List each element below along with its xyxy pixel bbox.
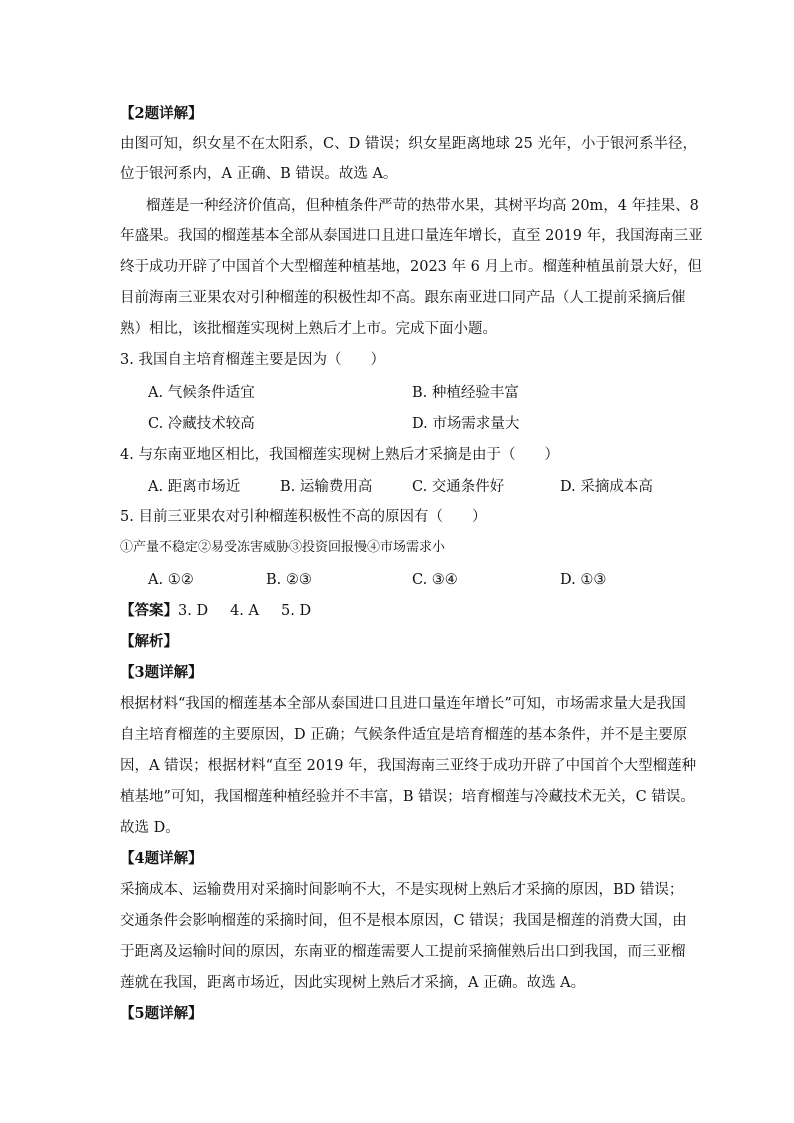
q4-detail-header: 【4题详解】	[120, 850, 203, 867]
q3-detail-line-5: 故选 D。	[120, 820, 180, 836]
q2-detail-line-1: 由图可知，织女星不在太阳系，C、D 错误；织女星距离地球 25 光年，小于银河系半径，	[120, 136, 697, 152]
answer-label: 【答案】	[120, 602, 178, 619]
question-4-option-a: A. 距离市场近	[148, 479, 241, 495]
q4-detail-line-2: 交通条件会影响榴莲的采摘时间，但不是根本原因，C 错误；我国是榴莲的消费大国，由	[120, 913, 687, 929]
analysis-label: 【解析】	[120, 633, 178, 650]
answer-row	[120, 601, 333, 621]
question-3-option-a: A. 气候条件适宜	[148, 385, 255, 401]
question-3-option-d: D. 市场需求量大	[412, 416, 520, 432]
answer-item: 4. A	[230, 603, 259, 619]
question-5-option-c: C. ③④	[412, 572, 458, 588]
passage-line-2: 年盛果。我国的榴莲基本全部从泰国进口且进口量连年增长，直至 2019 年，我国海南三亚	[120, 228, 703, 244]
question-5-option-a: A. ①②	[148, 572, 194, 588]
passage-line-4: 目前海南三亚果农对引种榴莲的积极性却不高。跟东南亚进口同产品（人工提前采摘后催	[120, 290, 686, 306]
question-5-statements: ①产量不稳定②易受冻害威胁③投资回报慢④市场需求小	[120, 540, 446, 555]
question-5-option-b: B. ②③	[266, 572, 312, 588]
question-3-stem: 3. 我国自主培育榴莲主要是因为（ ）	[120, 352, 385, 368]
question-3-option-c: C. 冷藏技术较高	[148, 416, 255, 432]
question-5-stem: 5. 目前三亚果农对引种榴莲积极性不高的原因有（ ）	[120, 509, 487, 525]
q4-detail-line-1: 采摘成本、运输费用对采摘时间影响不大，不是实现树上熟后才采摘的原因，BD 错误；	[120, 882, 684, 898]
q3-detail-line-1: 根据材料“我国的榴莲基本全部从泰国进口且进口量连年增长”可知，市场需求量大是我国	[120, 696, 686, 712]
passage-line-5: 熟）相比，该批榴莲实现树上熟后才上市。完成下面小题。	[120, 321, 497, 337]
question-4-option-b: B. 运输费用高	[280, 479, 373, 495]
passage-line-1: 榴莲是一种经济价值高，但种植条件严苛的热带水果，其树平均高 20m，4 年挂果、8	[146, 198, 699, 214]
q5-detail-header: 【5题详解】	[120, 1005, 203, 1022]
q4-detail-line-4: 莲就在我国，距离市场近，因此实现树上熟后才采摘，A 正确。故选 A。	[120, 975, 586, 991]
q2-detail-line-2: 位于银河系内，A 正确、B 错误。故选 A。	[120, 166, 398, 182]
q3-detail-line-4: 植基地”可知，我国榴莲种植经验并不丰富，B 错误；培育榴莲与冷藏技术无关，C 错误。	[120, 789, 695, 805]
passage-line-3: 终于成功开辟了中国首个大型榴莲种植基地，2023 年 6 月上市。榴莲种植虽前景大好，但	[120, 259, 702, 275]
q2-detail-header: 【2题详解】	[120, 105, 203, 122]
q4-detail-line-3: 于距离及运输时间的原因，东南亚的榴莲需要人工提前采摘催熟后出口到我国，而三亚榴	[120, 944, 686, 960]
q3-detail-line-2: 自主培育榴莲的主要原因，D 正确；气候条件适宜是培育榴莲的基本条件，并不是主要原	[120, 727, 688, 743]
question-4-option-c: C. 交通条件好	[412, 479, 505, 495]
question-4-stem: 4. 与东南亚地区相比，我国榴莲实现树上熟后才采摘是由于（ ）	[120, 447, 559, 463]
q3-detail-line-3: 因，A 错误；根据材料“直至 2019 年，我国海南三亚终于成功开辟了中国首个大型榴莲种	[120, 758, 697, 774]
q3-detail-header: 【3题详解】	[120, 664, 203, 681]
question-5-option-d: D. ①③	[560, 572, 607, 588]
question-3-option-b: B. 种植经验丰富	[412, 385, 519, 401]
answer-item: 5. D	[281, 603, 312, 619]
question-4-option-d: D. 采摘成本高	[560, 479, 653, 495]
answer-item: 3. D	[178, 603, 209, 619]
